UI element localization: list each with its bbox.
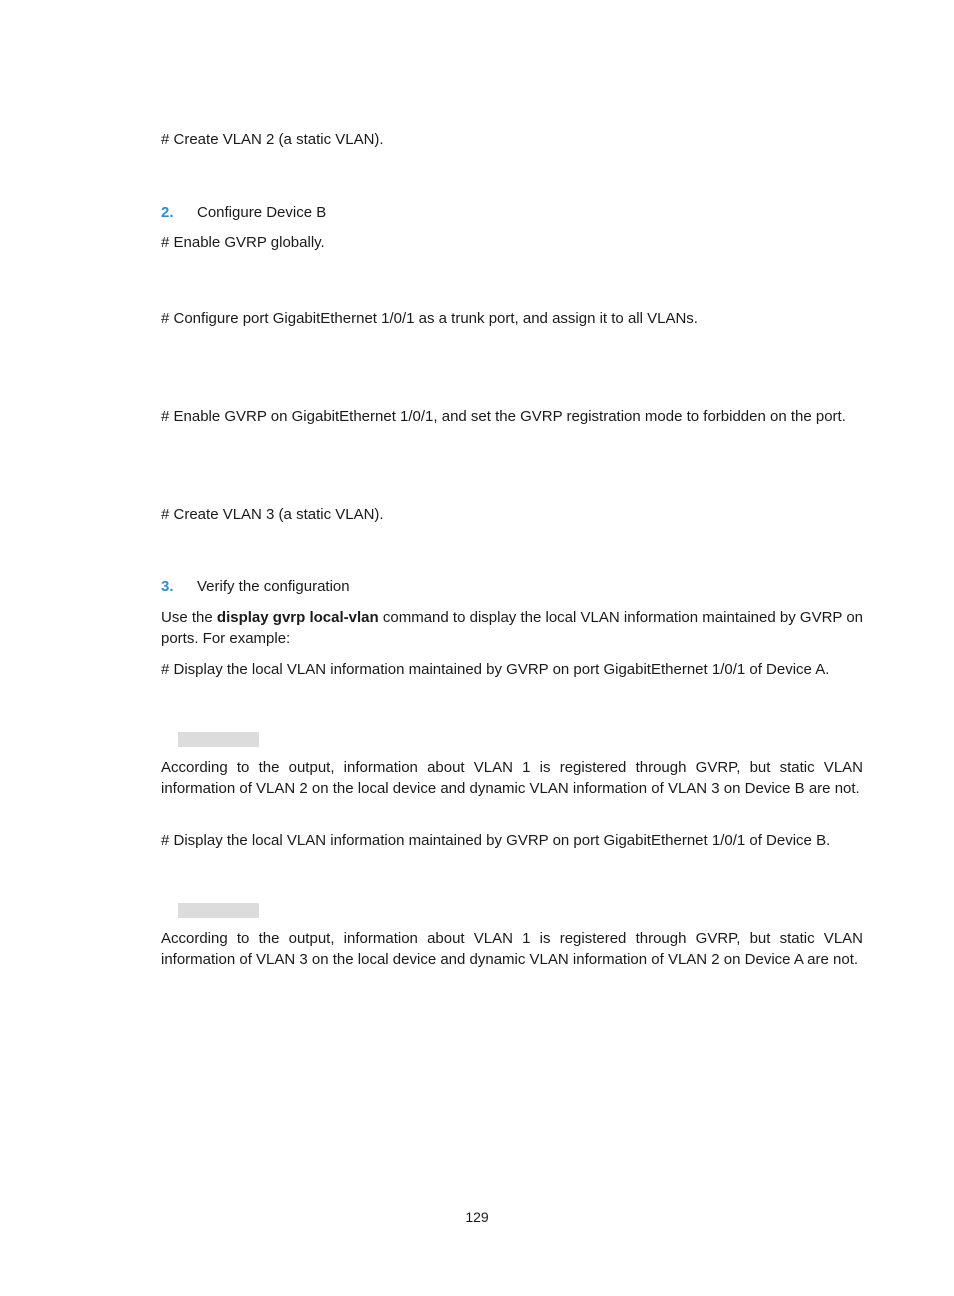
display-gvrp-command: display gvrp local-vlan	[216, 609, 379, 626]
step-label-verify-configuration: Verify the configuration	[197, 578, 350, 595]
create-vlan2-comment: # Create VLAN 2 (a static VLAN).	[161, 131, 384, 148]
create-vlan3-comment: # Create VLAN 3 (a static VLAN).	[161, 506, 384, 523]
display-device-b-comment: # Display the local VLAN information maintained by GVRP on port GigabitEthernet 1/0/1 of Device B.	[161, 832, 831, 849]
page-number: 129	[465, 1209, 489, 1225]
configure-trunk-comment: # Configure port GigabitEthernet 1/0/1 as a trunk port, and assign it to all VLANs.	[161, 310, 698, 327]
display-device-a-comment: # Display the local VLAN information maintained by GVRP on port GigabitEthernet 1/0/1 of Device A.	[161, 661, 830, 678]
enable-gvrp-comment: # Enable GVRP globally.	[161, 234, 325, 251]
verify-intro-suffix: command to display the local VLAN information maintained by GVRP on ports. For example:	[161, 609, 864, 647]
result-device-b-paragraph: According to the output, information about VLAN 1 is registered through GVRP, but static VLAN information of VLAN 3 on the local device and dynamic VLAN information of VLAN 2 on Device A are not.	[161, 930, 863, 968]
result-device-a-paragraph: According to the output, information about VLAN 1 is registered through GVRP, but static VLAN information of VLAN 2 on the local device and dynamic VLAN information of VLAN 3 on Device B are not.	[161, 759, 863, 797]
verify-intro-prefix: Use the	[161, 609, 217, 626]
verify-intro-paragraph	[161, 607, 863, 649]
code-block-placeholder	[178, 732, 259, 747]
enable-gvrp-port-comment: # Enable GVRP on GigabitEthernet 1/0/1, and set the GVRP registration mode to forbidden on the port.	[161, 408, 846, 425]
step-label-configure-device-b: Configure Device B	[197, 204, 327, 221]
code-block-placeholder	[178, 903, 259, 918]
step-number-2: 2.	[161, 204, 174, 221]
step-number-3: 3.	[161, 578, 174, 595]
